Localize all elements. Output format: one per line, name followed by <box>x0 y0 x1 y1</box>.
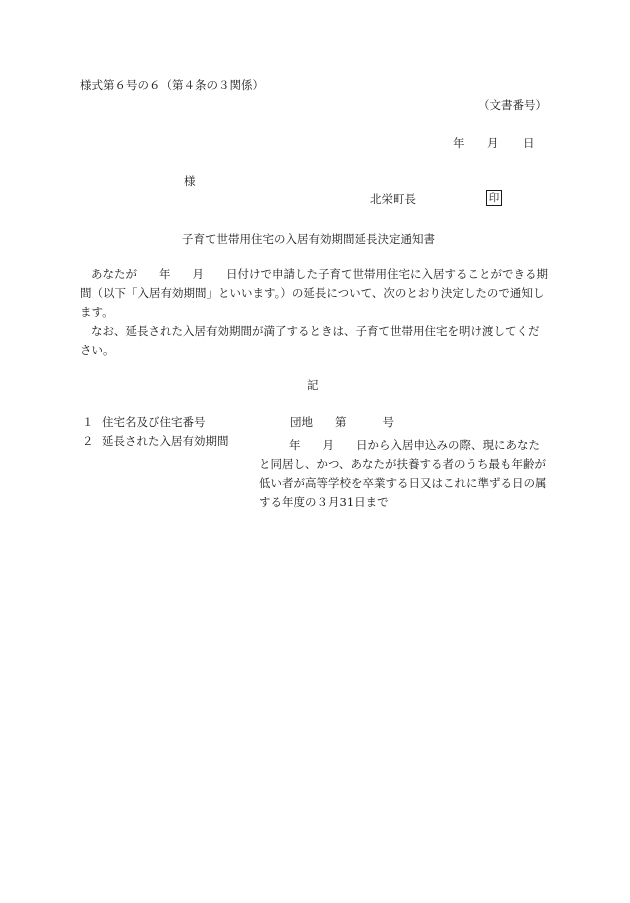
body-paragraph-2 <box>80 322 550 360</box>
date-day-label: 日 <box>523 136 535 150</box>
danchi-label: 団地 <box>290 415 313 429</box>
period-year-label: 年 <box>289 438 301 452</box>
body-text-c: なお、延長された入居有効期間が満了するときは、子育て世帯用住宅を明け渡してください。 <box>80 324 540 357</box>
body-month-label: 月 <box>192 267 204 281</box>
body-text-b: 日付けで申請した子育て世帯用住宅に入居することができる期間（以下「入居有効期間」といいます。）の延長について、次のとおり決定したので通知します。 <box>80 267 548 319</box>
ki-heading: 記 <box>307 378 319 392</box>
dai-label: 第 <box>335 415 347 429</box>
go-label: 号 <box>382 415 394 429</box>
item-number: １ <box>82 415 94 429</box>
item-value-housing <box>290 417 394 429</box>
document-title: 子育て世帯用住宅の入居有効期間延長決定通知書 <box>182 232 435 246</box>
addressee-honorific: 様 <box>184 174 196 188</box>
item-label: 延長された入居有効期間 <box>102 434 229 448</box>
issuer-name: 北栄町長 <box>370 192 416 206</box>
date-year-label: 年 <box>453 136 465 150</box>
body-text-a: あなたが <box>91 267 137 281</box>
item-value-period <box>259 436 551 512</box>
form-label: 様式第６号の６（第４条の３関係） <box>80 78 264 92</box>
period-text: 日から入居申込みの際、現にあなたと同居し、かつ、あなたが扶養する者のうち最も年齢が低い者が高等学校を卒業する日又はこれに準ずる日の属する年度の３月31日まで <box>259 438 547 509</box>
period-month-label: 月 <box>322 438 334 452</box>
body-year-label: 年 <box>159 267 171 281</box>
date-month-label: 月 <box>487 136 499 150</box>
seal-mark: 印 <box>486 190 502 206</box>
body-paragraph-1 <box>80 265 550 322</box>
document-number: （文書番号） <box>478 98 547 112</box>
item-label: 住宅名及び住宅番号 <box>102 415 206 429</box>
item-number: ２ <box>82 434 94 448</box>
